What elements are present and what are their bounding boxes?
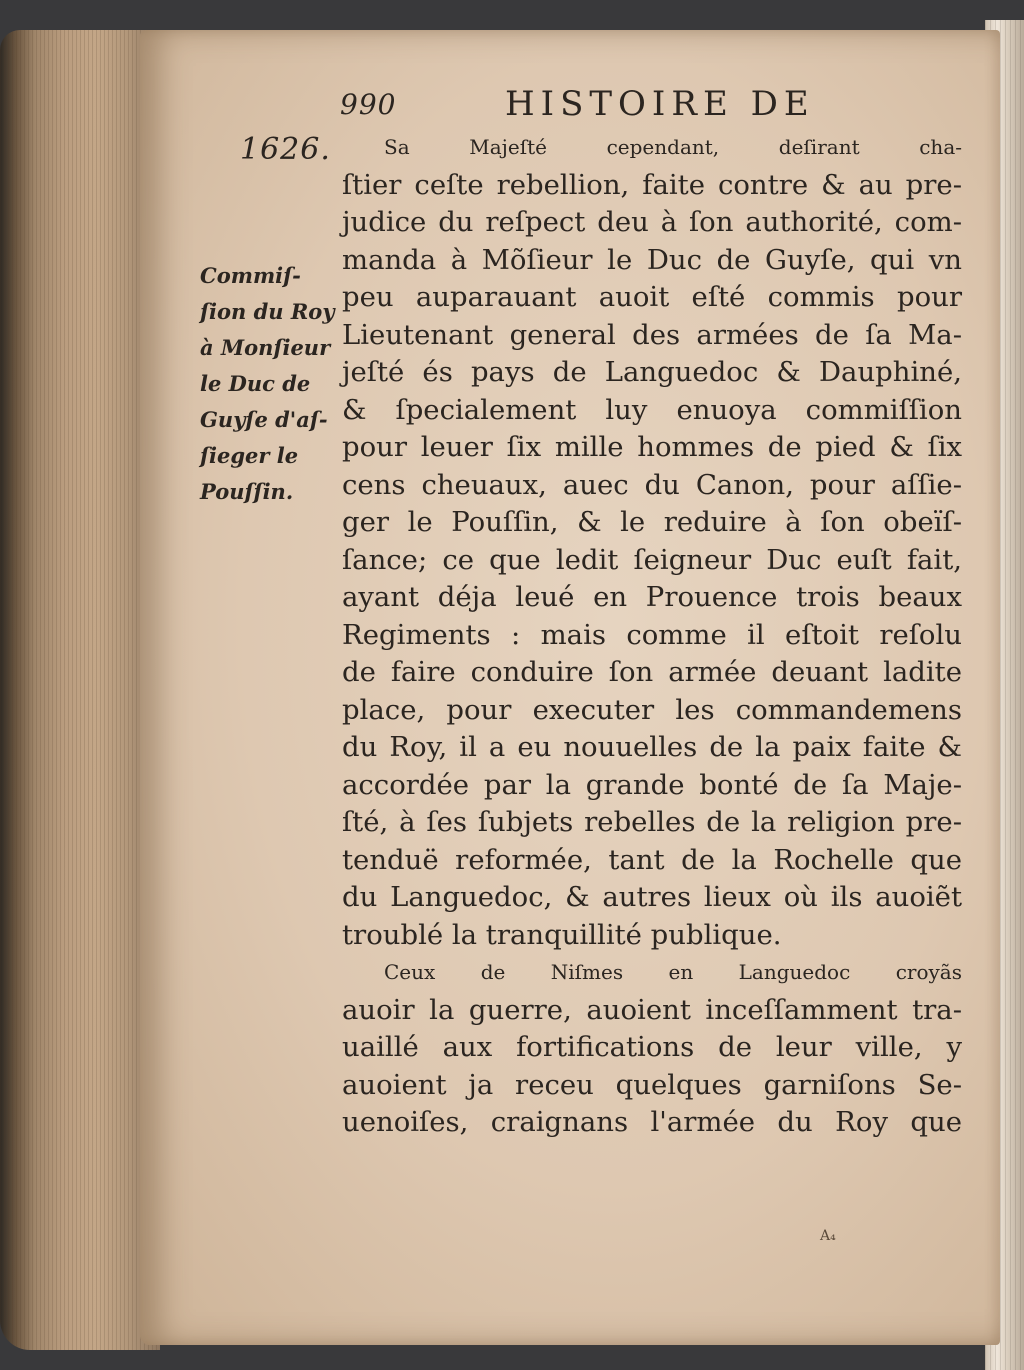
body-line: uenoiſes, craignans l'armée du Roy que — [342, 1106, 962, 1138]
running-title: HISTOIRE DE — [505, 84, 815, 124]
body-line: pour leuer ſix mille hommes de pied & ſix — [342, 431, 962, 463]
body-text — [342, 129, 962, 1142]
body-line: uaillé aux fortifications de leur ville, y — [342, 1031, 962, 1063]
body-line: troublé la tranquillité publique. — [342, 918, 782, 951]
body-line: jeſté és pays de Languedoc & Dauphiné, — [342, 356, 962, 388]
marginal-note — [200, 258, 340, 510]
body-line: ayant déja leué en Prouence trois beaux — [342, 581, 962, 613]
body-line: tenduë reformée, tant de la Rochelle que — [342, 843, 962, 876]
body-line: ſance; ce que ledit ſeigneur Duc euſt fait, — [342, 543, 962, 576]
body-line: judice du reſpect deu à ſon authorité, com- — [342, 206, 962, 238]
marginal-note-line: Pouſſin. — [200, 479, 294, 504]
body-line: Regiments : mais comme il eſtoit reſolu — [342, 618, 962, 651]
body-line: ſtier ceſte rebellion, faite contre & au pre- — [342, 168, 962, 201]
body-line: du Languedoc, & autres lieux où ils auoiẽt — [342, 881, 962, 913]
body-line: du Roy, il a eu nouuelles de la paix faite & — [342, 731, 962, 763]
body-line: ger le Pouſſin, & le reduire à ſon obeïſ- — [342, 506, 962, 538]
page-number: 990 — [340, 88, 397, 121]
marginal-note-line: à Monſieur — [200, 335, 331, 360]
body-line: auoient ja receu quelques garniſons Se- — [342, 1068, 962, 1101]
marginal-note-line: Commiſ- — [200, 263, 301, 288]
marginal-note-line: ſieger le — [200, 443, 299, 468]
body-line: de faire conduire ſon armée deuant ladite — [342, 656, 962, 688]
body-line: auoir la guerre, auoient inceſſamment tra- — [342, 993, 962, 1026]
body-line: Lieutenant general des armées de ſa Ma- — [342, 318, 962, 351]
marginal-note-line: Guyſe d'aſ- — [200, 407, 328, 432]
body-line: cens cheuaux, auec du Canon, pour aſſie- — [342, 468, 962, 501]
body-line: Sa Majeſté cependant, deſirant cha- — [384, 135, 962, 159]
body-line: place, pour executer les commandemens — [342, 693, 962, 726]
year-marginal-note: 1626. — [240, 132, 331, 167]
marginal-note-line: ſion du Roy — [200, 299, 335, 324]
body-line: peu auparauant auoit eſté commis pour — [342, 281, 962, 313]
body-line: & ſpecialement luy enuoya commiſſion — [342, 393, 962, 426]
body-line: Ceux de Niſmes en Languedoc croyãs — [384, 960, 962, 984]
body-line: ſté, à ſes ſubjets rebelles de la religion pre- — [342, 806, 962, 838]
marginal-note-line: le Duc de — [200, 371, 311, 396]
body-line: accordée par la grande bonté de ſa Maje- — [342, 768, 962, 801]
book-fore-edge-left — [0, 30, 160, 1350]
page-header — [340, 84, 960, 128]
signature-mark: A₄ — [820, 1228, 836, 1244]
body-line: manda à Mõſieur le Duc de Guyſe, qui vn — [342, 243, 962, 276]
